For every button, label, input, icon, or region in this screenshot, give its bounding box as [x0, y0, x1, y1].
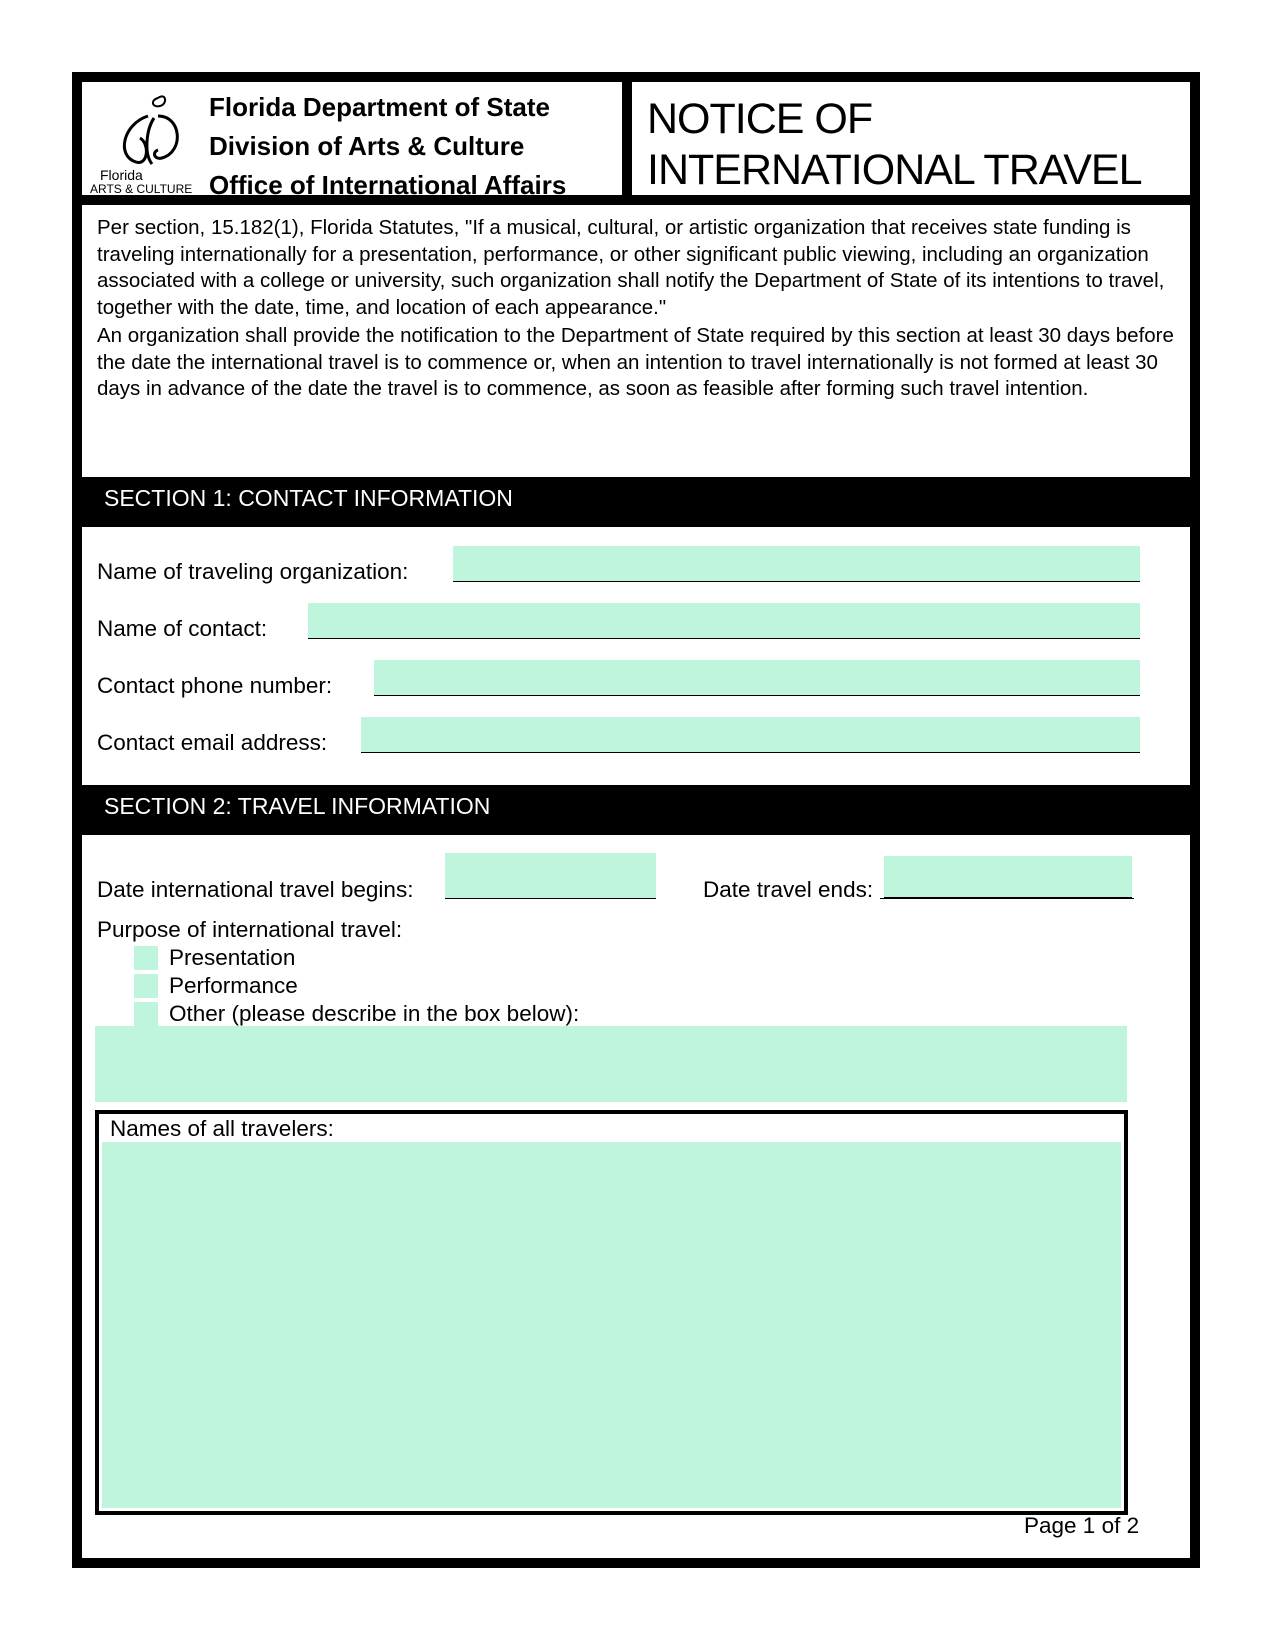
logo-text-florida: Florida: [100, 167, 143, 183]
intro-panel: [82, 205, 1190, 477]
title-line-2: INTERNATIONAL TRAVEL: [647, 146, 1142, 194]
dept-line-1: Florida Department of State: [209, 92, 550, 122]
presentation-label: Presentation: [169, 945, 296, 970]
travelers-box: [95, 1110, 1128, 1515]
begin-date-field[interactable]: [445, 853, 656, 899]
section1-header: [82, 477, 1190, 517]
section1-title: SECTION 1: CONTACT INFORMATION: [104, 485, 513, 511]
performance-label: Performance: [169, 973, 298, 998]
end-date-underline: [880, 898, 1134, 899]
performance-checkbox[interactable]: [134, 974, 158, 998]
other-label: Other (please describe in the box below):: [169, 1001, 580, 1026]
section2-title: SECTION 2: TRAVEL INFORMATION: [104, 793, 491, 819]
title-line-1: NOTICE OF: [647, 95, 873, 143]
statute-text: [97, 215, 1177, 405]
phone-field[interactable]: [374, 660, 1140, 696]
email-field[interactable]: [361, 717, 1140, 753]
travelers-field[interactable]: [102, 1142, 1121, 1508]
email-label: Contact email address:: [97, 730, 328, 755]
header-logo-panel: [82, 82, 622, 200]
contact-name-field[interactable]: [308, 603, 1140, 639]
travelers-label: Names of all travelers:: [110, 1116, 334, 1141]
other-description-field[interactable]: [95, 1026, 1127, 1102]
section2-header: [82, 785, 1190, 825]
other-checkbox[interactable]: [134, 1002, 158, 1026]
statute-paragraph-2: An organization shall provide the notification to the Department of State required by this section at least 30 days before the date the international travel is to commence or, when an intention to travel internationally is not formed at least 30 days in advance of the date the travel is to commence, as soon as feasible after forming such travel intention.: [97, 324, 1174, 400]
title-panel: [632, 82, 1190, 195]
dept-line-2: Division of Arts & Culture: [209, 131, 525, 161]
purpose-label: Purpose of international travel:: [97, 917, 403, 942]
contact-name-label: Name of contact:: [97, 616, 268, 641]
phone-label: Contact phone number:: [97, 673, 333, 698]
begin-date-label: Date international travel begins:: [97, 877, 414, 902]
florida-arts-culture-logo: [88, 86, 208, 196]
page-number: Page 1 of 2: [1024, 1513, 1140, 1538]
presentation-checkbox[interactable]: [134, 946, 158, 970]
form-title: [647, 94, 1142, 196]
form-frame: [72, 72, 1200, 1568]
end-date-label: Date travel ends:: [703, 877, 874, 902]
travel-section: [82, 835, 1190, 1558]
end-date-field[interactable]: [884, 856, 1132, 898]
department-heading: [209, 88, 566, 205]
org-name-label: Name of traveling organization:: [97, 559, 409, 584]
statute-paragraph-1: Per section, 15.182(1), Florida Statutes, "If a musical, cultural, or artistic organization that receives state funding is traveling internationally for a presentation, performance, or other significant public viewing, including an organization associated with a college or university, such organization shall notify the Department of State of its intentions to travel, together with the date, time, and location of each appearance.": [97, 216, 1165, 319]
org-name-field[interactable]: [453, 546, 1140, 582]
dept-line-3: Office of International Affairs: [209, 170, 567, 200]
contact-section: [82, 527, 1190, 785]
logo-text-arts: ARTS & CULTURE: [90, 182, 193, 196]
